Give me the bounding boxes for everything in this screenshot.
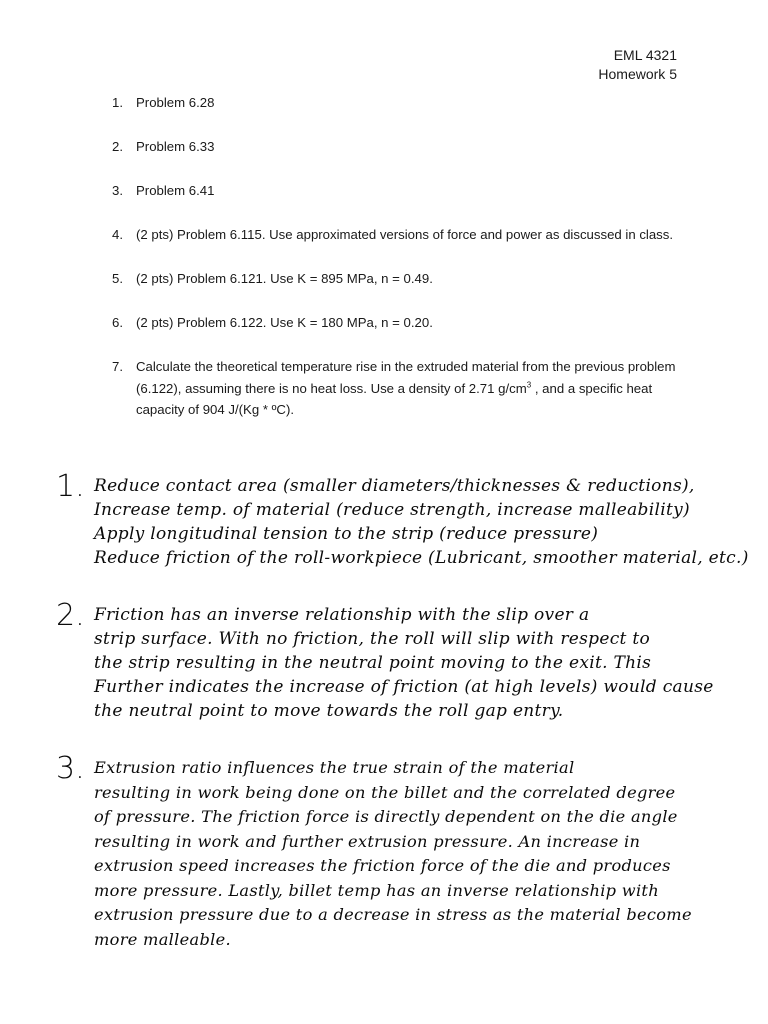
answer-2 — [56, 598, 764, 723]
answer-number: 2. — [56, 598, 85, 633]
problem-text: (2 pts) Problem 6.121. Use K = 895 MPa, n = 0.49. — [136, 271, 433, 286]
problem-item-1: 1. Problem 6.28 — [112, 95, 215, 110]
problem-item-2: 2. Problem 6.33 — [112, 139, 215, 154]
assignment-title: Homework 5 — [598, 66, 677, 82]
answer-line: more pressure. Lastly, billet temp has an inverse relationship with — [94, 880, 659, 900]
answer-line: extrusion pressure due to a decrease in stress as the material become — [94, 905, 692, 924]
answer-line: Increase temp. of material (reduce strength, increase malleability) — [94, 500, 690, 520]
problem-item-5: 5. (2 pts) Problem 6.121. Use K = 895 MPa, n = 0.49. — [112, 271, 433, 286]
answer-line: Reduce contact area (smaller diameters/thicknesses & reductions), — [94, 476, 695, 496]
problem-item-7: 7. Calculate the theoretical temperature rise in the extruded material from the previous problem (6.122), assuming there is no heat loss. Use a density of 2.71 $g/cm^3$ , and a specific heat capacity of 904 J/(Kg * ºC). — [112, 359, 676, 417]
problem-item-4: 4. (2 pts) Problem 6.115. Use approximated versions of force and power as discussed in class. — [112, 227, 674, 242]
problem-text: Problem 6.28 — [136, 95, 215, 110]
answer-number: 3. — [56, 751, 85, 786]
answer-line: of pressure. The friction force is directly dependent on the die angle — [94, 807, 678, 826]
answer-line: Further indicates the increase of friction (at high levels) would cause — [94, 677, 714, 697]
answer-line: resulting in work and further extrusion pressure. An increase in — [94, 831, 641, 851]
answer-line: Reduce friction of the roll-workpiece (Lubricant, smoother material, etc.) — [94, 548, 749, 568]
answer-line: more malleable. — [94, 929, 231, 949]
answer-line: extrusion speed increases the friction force of the die and produces — [94, 856, 671, 875]
handwritten-answers — [56, 469, 764, 952]
problem-list — [110, 92, 680, 443]
problem-text: Calculate the theoretical temperature rise in the extruded material from the previous problem (6.122), assuming there is no heat loss. Use a density of 2.71 $g/cm^3$ , and a specific heat capacity of 904 J/(Kg * ºC). — [136, 359, 676, 417]
problem-text: Problem 6.41 — [136, 183, 215, 198]
answer-3 — [56, 751, 764, 952]
answer-line: strip surface. With no friction, the roll will slip with respect to — [94, 629, 651, 649]
problem-item-3: 3. Problem 6.41 — [112, 183, 215, 198]
problem-text: (2 pts) Problem 6.115. Use approximated versions of force and power as discussed in class. — [136, 227, 674, 242]
problem-text: (2 pts) Problem 6.122. Use K = 180 MPa, n = 0.20. — [136, 315, 433, 330]
course-code: EML 4321 — [613, 47, 677, 63]
document-header — [598, 46, 677, 84]
answer-line: the neutral point to move towards the roll gap entry. — [94, 701, 564, 721]
answer-number: 1. — [56, 469, 85, 504]
answer-line: Extrusion ratio influences the true strain of the material — [94, 758, 575, 777]
problem-text: Problem 6.33 — [136, 139, 215, 154]
answer-line: Apply longitudinal tension to the strip (reduce pressure) — [94, 524, 599, 544]
answer-1 — [56, 469, 764, 570]
answer-line: the strip resulting in the neutral point moving to the exit. This — [94, 653, 652, 673]
answer-line: resulting in work being done on the billet and the correlated degree — [94, 782, 676, 802]
answer-line: Friction has an inverse relationship with the slip over a — [94, 605, 590, 625]
problem-item-6: 6. (2 pts) Problem 6.122. Use K = 180 MPa, n = 0.20. — [112, 315, 433, 330]
